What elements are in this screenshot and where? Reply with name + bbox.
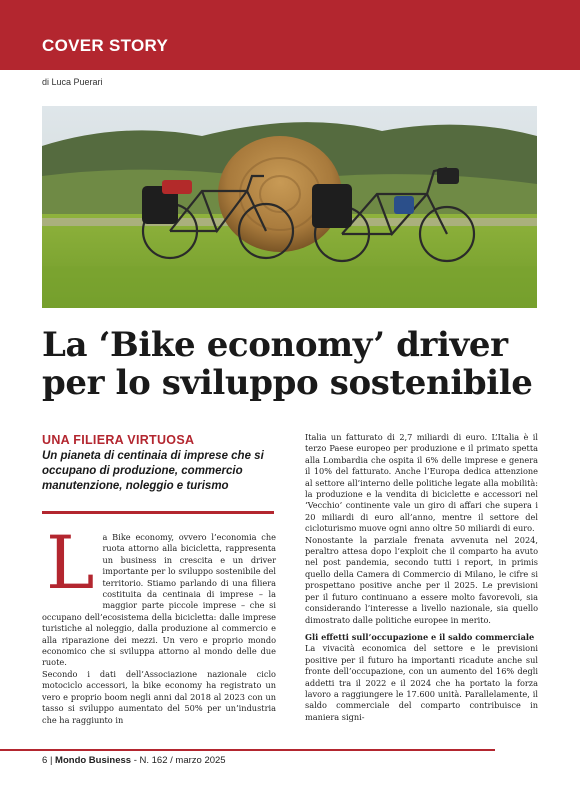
footer-separator: | [49, 755, 53, 766]
dropcap: L [46, 521, 95, 606]
column-left [42, 521, 276, 726]
issue-info: - N. 162 / marzo 2025 [133, 755, 226, 766]
headline-line-2: per lo sviluppo sostenibile [42, 363, 533, 403]
paragraph-left-2: Secondo i dati dell’Associazione nazionale ciclo motociclo accessori, la bike economy ha registrato un vero e proprio boom negli anni dal 2018 al 2023 con un tasso si sviluppo aumentato del 50% per un’industria che ha raggiunto in [42, 668, 276, 725]
paragraph-right-1: Italia un fatturato di 2,7 miliardi di euro. L’Italia è il terzo Paese europeo per produzione e il primato spetta alla Lombardia che ospita il 6% delle imprese e genera il 10% del fatturato. Anche l’Europa dedica attenzione al settore all’interno delle politiche legate alla mobilità: la produzione e la vendita di biciclette e accessori nel ‘Vecchio’ continente vale un giro di affari che supera i 20 miliardi di euro all’anno, mentre il settore del cicloturismo muove ogni anno oltre 50 miliardi di euro. [305, 432, 538, 534]
paragraph-right-2: Nonostante la parziale frenata avvenuta nel 2024, peraltro attesa dopo l’exploit che il comparto ha avuto nel post pandemia, secondo tutti i report, in primis quello della Camera di Commercio di Milano, le cifre si prospettano positive anche per il 2025. Le previsioni per il futuro continuano a essere molto favorevoli, sia considerando l’interesse a livello nazionale, sia quello dimostrato dalle politiche europee in merito. [305, 534, 538, 625]
paragraph-right-3: La vivacità economica del settore e le previsioni positive per il futuro ha importanti ricadute anche sul fronte dell’occupazione, con un aumento del 16% degli addetti tra il 2022 e il 2024 che ha portato la forza lavoro a raggiungere le 17.600 unità. Parallelamente, il saldo commerciale del comparto contribuisce in maniera signi- [305, 643, 538, 722]
footer-rule [0, 749, 495, 751]
paragraph-left-1: a Bike economy, ovvero l’economia che ruota attorno alla bicicletta, rappresenta un business in crescita e un driver importante per lo sviluppo sostenibile del territorio. Stiamo parlando di una filiera costituita da centinaia di imprese – la maggior parte piccole imprese – che si occupano dell’ecosistema della bicicletta: dalle imprese turistiche al noleggio, dalla produzione al commercio e alla riparazione dei mezzi. Un vero e proprio mondo economico che si sviluppa attorno al mondo delle due ruote. [42, 532, 276, 668]
subhead: Un pianeta di centinaia di imprese che si occupano di produzione, commercio manutenzione, noleggio e turismo [42, 450, 264, 492]
headline-line-1: La ‘Bike economy’ driver [42, 325, 508, 365]
divider [42, 511, 274, 514]
kicker: UNA FILIERA VIRTUOSA [42, 433, 195, 447]
column-right [305, 432, 538, 723]
page-number: 6 [42, 755, 48, 766]
magazine-name: Mondo Business [55, 755, 132, 766]
section-subtitle: Gli effetti sull’occupazione e il saldo commerciale [305, 631, 535, 642]
hero-photo [42, 106, 537, 308]
headline [42, 326, 542, 402]
footer [42, 755, 226, 766]
section-label: COVER STORY [42, 36, 169, 55]
bicycles-hay-bale-photo-icon [42, 106, 537, 308]
byline: di Luca Puerari [42, 77, 103, 87]
header-bar [0, 0, 580, 70]
